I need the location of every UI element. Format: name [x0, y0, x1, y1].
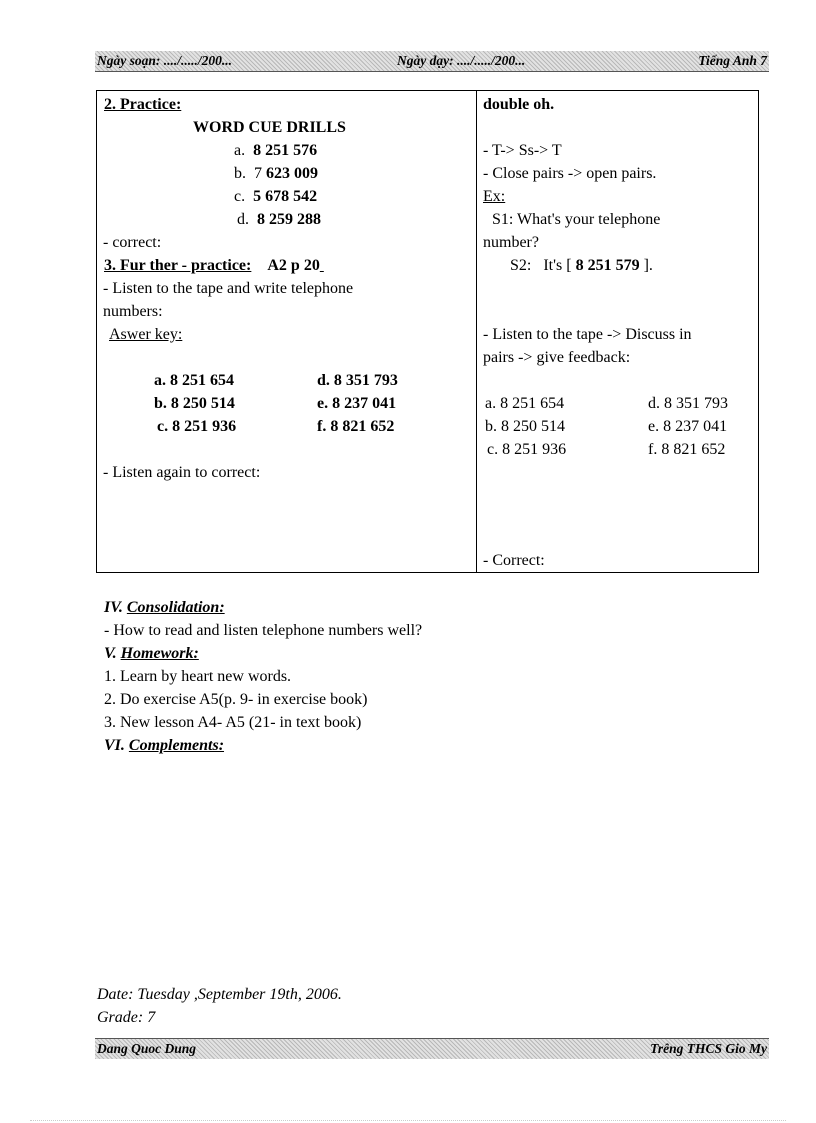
double-oh-note: double oh. [483, 96, 555, 113]
listen-instruction: - Listen to the tape and write telephone [103, 280, 354, 297]
discuss-note: - Listen to the tape -> Discuss in [483, 326, 692, 343]
correct-note: - correct: [103, 234, 162, 251]
drill-item: d. 8 259 288 [237, 211, 321, 228]
lesson-table [96, 90, 759, 573]
drill-item: a. 8 251 576 [234, 142, 318, 159]
practice-heading: 2. Practice: [104, 96, 182, 113]
answer-item: f. 8 821 652 [317, 418, 395, 435]
drill-item: c. 5 678 542 [234, 188, 318, 205]
drills-title: WORD CUE DRILLS [193, 119, 346, 136]
listen-again-note: - Listen again to correct: [103, 464, 261, 481]
next-lesson-date: Date: Tuesday ,September 19th, 2006. [97, 986, 342, 1003]
column-divider [476, 91, 477, 572]
discuss-note-cont: pairs -> give feedback: [483, 349, 631, 366]
date-prepared: Ngày soạn: ..../...../200... [97, 53, 232, 68]
drill-item: b. 7 623 009 [234, 165, 318, 182]
page-header [95, 51, 769, 72]
close-open-pairs-note: - Close pairs -> open pairs. [483, 165, 657, 182]
answer-item: d. 8 351 793 [648, 395, 728, 412]
answer-item: d. 8 351 793 [317, 372, 398, 389]
homework-heading: V. Homework: [104, 645, 199, 662]
further-practice-heading: 3. Fur ther - practice: A2 p 20 [104, 257, 320, 274]
answer-item: b. 8 250 514 [485, 418, 565, 435]
school-name: Trêng THCS Gio My [650, 1041, 767, 1056]
subject-label: Tiếng Anh 7 [698, 53, 767, 68]
answer-key-label: Aswer key: [109, 326, 183, 343]
answer-item: a. 8 251 654 [485, 395, 565, 412]
next-lesson-grade: Grade: 7 [97, 1009, 156, 1026]
t-ss-t-note: - T-> Ss-> T [483, 142, 562, 159]
answer-item: a. 8 251 654 [154, 372, 234, 389]
date-taught: Ngày dạy: ..../...../200... [397, 53, 526, 68]
consolidation-heading: IV. Consolidation: [104, 599, 225, 616]
answer-item: b. 8 250 514 [154, 395, 235, 412]
page-edge-divider [30, 1120, 786, 1121]
homework-item: 3. New lesson A4- A5 (21- in text book) [104, 714, 362, 731]
page-footer [95, 1038, 769, 1059]
answer-item: e. 8 237 041 [648, 418, 728, 435]
answer-item: f. 8 821 652 [648, 441, 726, 458]
answer-item: e. 8 237 041 [317, 395, 397, 412]
author-name: Dang Quoc Dung [97, 1041, 197, 1056]
homework-item: 2. Do exercise A5(p. 9- in exercise book) [104, 691, 368, 708]
answer-item: c. 8 251 936 [487, 441, 567, 458]
complements-heading: VI. Complements: [104, 737, 225, 754]
listen-instruction-cont: numbers: [103, 303, 163, 320]
homework-item: 1. Learn by heart new words. [104, 668, 292, 685]
correct-note: - Correct: [483, 552, 545, 569]
dialogue-s1-cont: number? [483, 234, 539, 251]
consolidation-text: - How to read and listen telephone numbers well? [104, 622, 423, 639]
answer-item: c. 8 251 936 [157, 418, 237, 435]
dialogue-s2: S2: It's [ 8 251 579 ]. [510, 257, 653, 274]
dialogue-s1: S1: What's your telephone [492, 211, 661, 228]
example-label: Ex: [483, 188, 506, 205]
